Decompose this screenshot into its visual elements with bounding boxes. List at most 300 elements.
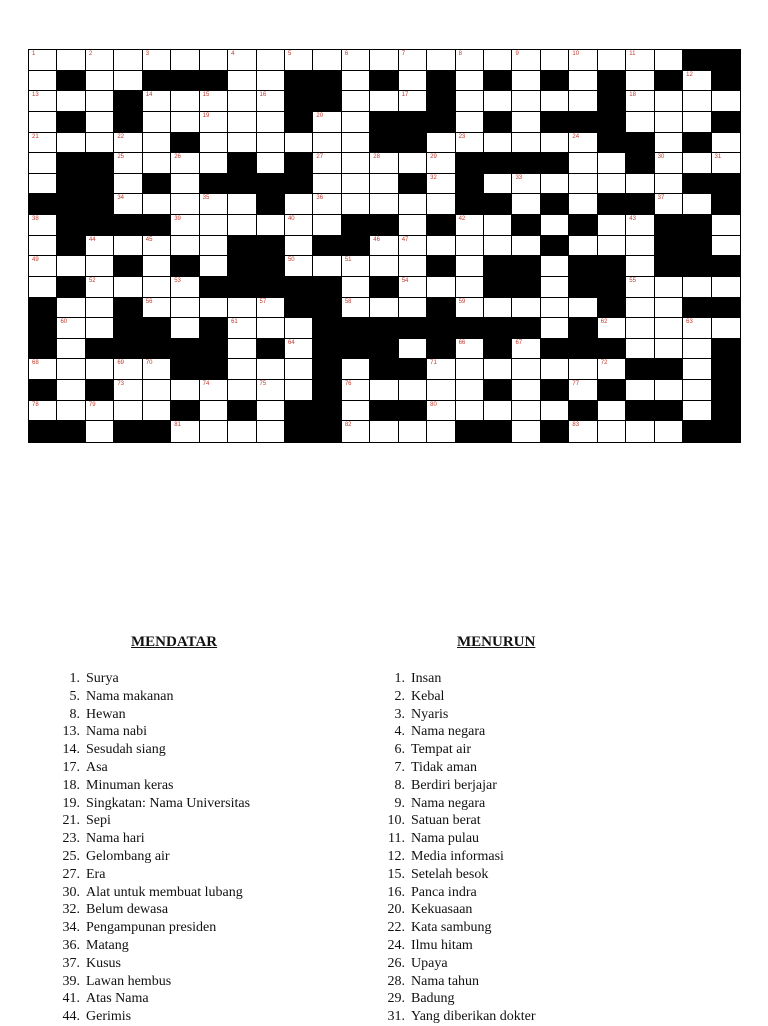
grid-cell[interactable] xyxy=(399,50,427,71)
grid-cell[interactable] xyxy=(512,71,540,92)
grid-cell[interactable] xyxy=(456,91,484,112)
grid-cell[interactable] xyxy=(512,359,540,380)
grid-cell[interactable] xyxy=(29,277,57,298)
grid-cell[interactable] xyxy=(57,91,85,112)
grid-cell[interactable] xyxy=(200,112,228,133)
grid-cell[interactable] xyxy=(57,318,85,339)
grid-cell[interactable] xyxy=(143,401,171,422)
grid-cell[interactable] xyxy=(313,194,341,215)
grid-cell[interactable] xyxy=(370,194,398,215)
grid-cell[interactable] xyxy=(171,277,199,298)
grid-cell[interactable] xyxy=(313,153,341,174)
grid-cell[interactable] xyxy=(313,133,341,154)
grid-cell[interactable] xyxy=(399,194,427,215)
grid-cell[interactable] xyxy=(114,277,142,298)
grid-cell[interactable] xyxy=(569,71,597,92)
grid-cell[interactable] xyxy=(285,256,313,277)
grid-cell[interactable] xyxy=(114,133,142,154)
grid-cell[interactable] xyxy=(57,256,85,277)
grid-cell[interactable] xyxy=(370,256,398,277)
grid-cell[interactable] xyxy=(569,359,597,380)
grid-cell[interactable] xyxy=(200,50,228,71)
grid-cell[interactable] xyxy=(370,236,398,257)
grid-cell[interactable] xyxy=(626,50,654,71)
grid-cell[interactable] xyxy=(200,236,228,257)
grid-cell[interactable] xyxy=(541,91,569,112)
grid-cell[interactable] xyxy=(342,71,370,92)
grid-cell[interactable] xyxy=(143,153,171,174)
grid-cell[interactable] xyxy=(598,153,626,174)
grid-cell[interactable] xyxy=(456,277,484,298)
grid-cell[interactable] xyxy=(200,91,228,112)
grid-cell[interactable] xyxy=(143,256,171,277)
grid-cell[interactable] xyxy=(228,318,256,339)
grid-cell[interactable] xyxy=(114,194,142,215)
grid-cell[interactable] xyxy=(541,359,569,380)
grid-cell[interactable] xyxy=(285,215,313,236)
grid-cell[interactable] xyxy=(114,236,142,257)
grid-cell[interactable] xyxy=(512,194,540,215)
grid-cell[interactable] xyxy=(342,50,370,71)
grid-cell[interactable] xyxy=(200,153,228,174)
grid-cell[interactable] xyxy=(712,91,740,112)
grid-cell[interactable] xyxy=(655,50,683,71)
grid-cell[interactable] xyxy=(171,50,199,71)
grid-cell[interactable] xyxy=(342,153,370,174)
grid-cell[interactable] xyxy=(285,318,313,339)
grid-cell[interactable] xyxy=(143,236,171,257)
grid-cell[interactable] xyxy=(541,215,569,236)
grid-cell[interactable] xyxy=(342,359,370,380)
grid-cell[interactable] xyxy=(427,174,455,195)
grid-cell[interactable] xyxy=(569,174,597,195)
grid-cell[interactable] xyxy=(86,298,114,319)
grid-cell[interactable] xyxy=(541,318,569,339)
grid-cell[interactable] xyxy=(512,401,540,422)
grid-cell[interactable] xyxy=(456,71,484,92)
grid-cell[interactable] xyxy=(86,359,114,380)
grid-cell[interactable] xyxy=(569,194,597,215)
grid-cell[interactable] xyxy=(57,50,85,71)
grid-cell[interactable] xyxy=(541,256,569,277)
grid-cell-black xyxy=(427,256,455,277)
grid-cell[interactable] xyxy=(200,421,228,442)
grid-cell[interactable] xyxy=(683,318,711,339)
grid-cell[interactable] xyxy=(626,71,654,92)
grid-cell[interactable] xyxy=(427,133,455,154)
grid-cell[interactable] xyxy=(143,50,171,71)
grid-cell[interactable] xyxy=(342,380,370,401)
grid-cell[interactable] xyxy=(370,380,398,401)
grid-cell[interactable] xyxy=(399,236,427,257)
grid-cell[interactable] xyxy=(456,339,484,360)
grid-cell[interactable] xyxy=(512,112,540,133)
grid-cell[interactable] xyxy=(456,359,484,380)
grid-cell[interactable] xyxy=(512,298,540,319)
grid-cell[interactable] xyxy=(114,71,142,92)
grid-cell[interactable] xyxy=(228,71,256,92)
grid-cell[interactable] xyxy=(143,277,171,298)
grid-cell[interactable] xyxy=(29,153,57,174)
grid-cell[interactable] xyxy=(342,194,370,215)
grid-cell[interactable] xyxy=(257,112,285,133)
grid-cell[interactable] xyxy=(512,421,540,442)
grid-cell[interactable] xyxy=(370,50,398,71)
grid-cell[interactable] xyxy=(655,339,683,360)
cell-number: 16 xyxy=(259,92,267,99)
grid-cell[interactable] xyxy=(228,112,256,133)
grid-cell[interactable] xyxy=(626,421,654,442)
grid-cell[interactable] xyxy=(342,421,370,442)
grid-cell[interactable] xyxy=(86,112,114,133)
grid-cell[interactable] xyxy=(86,236,114,257)
grid-cell[interactable] xyxy=(171,236,199,257)
grid-cell[interactable] xyxy=(655,318,683,339)
grid-cell[interactable] xyxy=(598,359,626,380)
grid-cell[interactable] xyxy=(200,194,228,215)
grid-cell[interactable] xyxy=(200,401,228,422)
grid-cell[interactable] xyxy=(228,194,256,215)
grid-cell[interactable] xyxy=(399,91,427,112)
grid-cell[interactable] xyxy=(484,298,512,319)
grid-cell[interactable] xyxy=(342,298,370,319)
grid-cell[interactable] xyxy=(399,380,427,401)
grid-cell[interactable] xyxy=(456,401,484,422)
grid-cell-black xyxy=(171,71,199,92)
grid-cell[interactable] xyxy=(512,174,540,195)
grid-cell[interactable] xyxy=(114,401,142,422)
grid-cell[interactable] xyxy=(626,318,654,339)
grid-cell[interactable] xyxy=(370,298,398,319)
grid-cell[interactable] xyxy=(29,133,57,154)
grid-cell[interactable] xyxy=(257,318,285,339)
grid-cell[interactable] xyxy=(285,133,313,154)
grid-cell[interactable] xyxy=(143,298,171,319)
grid-cell[interactable] xyxy=(370,174,398,195)
grid-cell[interactable] xyxy=(626,256,654,277)
grid-cell[interactable] xyxy=(655,421,683,442)
grid-cell[interactable] xyxy=(171,91,199,112)
grid-cell[interactable] xyxy=(313,256,341,277)
grid-cell[interactable] xyxy=(399,298,427,319)
grid-cell[interactable] xyxy=(598,174,626,195)
grid-cell[interactable] xyxy=(427,153,455,174)
grid-cell[interactable] xyxy=(626,339,654,360)
grid-cell[interactable] xyxy=(171,298,199,319)
grid-cell[interactable] xyxy=(484,215,512,236)
grid-cell[interactable] xyxy=(114,359,142,380)
grid-cell[interactable] xyxy=(598,50,626,71)
grid-cell[interactable] xyxy=(712,153,740,174)
grid-cell[interactable] xyxy=(427,236,455,257)
grid-cell[interactable] xyxy=(342,112,370,133)
grid-cell[interactable] xyxy=(683,112,711,133)
grid-cell[interactable] xyxy=(626,380,654,401)
grid-cell[interactable] xyxy=(512,380,540,401)
grid-cell[interactable] xyxy=(683,359,711,380)
grid-cell[interactable] xyxy=(29,71,57,92)
grid-cell[interactable] xyxy=(228,359,256,380)
clue-item xyxy=(365,741,665,759)
grid-cell[interactable] xyxy=(655,298,683,319)
grid-cell[interactable] xyxy=(484,174,512,195)
grid-cell[interactable] xyxy=(257,215,285,236)
grid-cell[interactable] xyxy=(484,133,512,154)
grid-cell[interactable] xyxy=(598,215,626,236)
grid-cell[interactable] xyxy=(456,215,484,236)
grid-cell[interactable] xyxy=(257,133,285,154)
grid-cell[interactable] xyxy=(456,256,484,277)
grid-cell[interactable] xyxy=(29,359,57,380)
grid-cell[interactable] xyxy=(257,359,285,380)
grid-cell[interactable] xyxy=(626,91,654,112)
grid-cell[interactable] xyxy=(370,421,398,442)
grid-cell[interactable] xyxy=(456,133,484,154)
grid-cell[interactable] xyxy=(512,91,540,112)
grid-cell[interactable] xyxy=(399,421,427,442)
grid-cell[interactable] xyxy=(541,277,569,298)
grid-cell[interactable] xyxy=(598,401,626,422)
grid-cell[interactable] xyxy=(57,401,85,422)
grid-cell[interactable] xyxy=(143,133,171,154)
grid-cell[interactable] xyxy=(257,421,285,442)
grid-cell[interactable] xyxy=(143,194,171,215)
grid-cell[interactable] xyxy=(171,112,199,133)
grid-cell[interactable] xyxy=(342,174,370,195)
grid-cell[interactable] xyxy=(370,91,398,112)
grid-cell[interactable] xyxy=(598,318,626,339)
grid-cell[interactable] xyxy=(313,50,341,71)
grid-cell[interactable] xyxy=(598,236,626,257)
grid-cell[interactable] xyxy=(57,359,85,380)
grid-cell[interactable] xyxy=(569,133,597,154)
grid-cell[interactable] xyxy=(512,50,540,71)
grid-cell[interactable] xyxy=(427,401,455,422)
grid-cell[interactable] xyxy=(29,401,57,422)
grid-cell[interactable] xyxy=(86,133,114,154)
grid-cell[interactable] xyxy=(313,215,341,236)
grid-cell[interactable] xyxy=(512,339,540,360)
grid-cell[interactable] xyxy=(200,256,228,277)
grid-cell[interactable] xyxy=(655,153,683,174)
grid-cell[interactable] xyxy=(456,50,484,71)
grid-cell[interactable] xyxy=(313,112,341,133)
grid-cell[interactable] xyxy=(683,194,711,215)
grid-cell[interactable] xyxy=(257,401,285,422)
grid-cell[interactable] xyxy=(29,112,57,133)
grid-cell[interactable] xyxy=(342,277,370,298)
grid-cell[interactable] xyxy=(427,421,455,442)
grid-cell[interactable] xyxy=(456,112,484,133)
grid-cell[interactable] xyxy=(257,91,285,112)
grid-cell[interactable] xyxy=(569,50,597,71)
grid-cell[interactable] xyxy=(228,50,256,71)
grid-cell[interactable] xyxy=(29,236,57,257)
grid-cell[interactable] xyxy=(342,91,370,112)
grid-cell[interactable] xyxy=(285,194,313,215)
grid-cell[interactable] xyxy=(569,153,597,174)
grid-cell-black xyxy=(313,236,341,257)
grid-cell[interactable] xyxy=(712,318,740,339)
grid-cell[interactable] xyxy=(86,91,114,112)
grid-cell[interactable] xyxy=(541,133,569,154)
grid-cell[interactable] xyxy=(57,339,85,360)
grid-cell[interactable] xyxy=(171,380,199,401)
grid-cell[interactable] xyxy=(484,401,512,422)
grid-cell[interactable] xyxy=(200,380,228,401)
grid-cell[interactable] xyxy=(370,153,398,174)
grid-cell[interactable] xyxy=(712,215,740,236)
grid-cell[interactable] xyxy=(114,174,142,195)
grid-cell[interactable] xyxy=(456,236,484,257)
grid-cell[interactable] xyxy=(683,71,711,92)
grid-cell[interactable] xyxy=(712,236,740,257)
grid-cell[interactable] xyxy=(285,359,313,380)
grid-cell[interactable] xyxy=(626,277,654,298)
grid-cell[interactable] xyxy=(257,153,285,174)
grid-cell[interactable] xyxy=(569,380,597,401)
grid-cell[interactable] xyxy=(171,215,199,236)
clue-number: 31. xyxy=(387,1009,405,1025)
grid-cell[interactable] xyxy=(285,50,313,71)
grid-cell[interactable] xyxy=(29,91,57,112)
grid-cell[interactable] xyxy=(512,236,540,257)
grid-cell[interactable] xyxy=(399,153,427,174)
grid-cell[interactable] xyxy=(228,339,256,360)
grid-cell[interactable] xyxy=(399,71,427,92)
grid-cell[interactable] xyxy=(683,380,711,401)
grid-cell[interactable] xyxy=(285,236,313,257)
grid-cell[interactable] xyxy=(626,236,654,257)
grid-cell[interactable] xyxy=(399,215,427,236)
grid-cell[interactable] xyxy=(86,256,114,277)
grid-cell[interactable] xyxy=(57,298,85,319)
grid-cell[interactable] xyxy=(569,236,597,257)
grid-cell[interactable] xyxy=(29,174,57,195)
grid-cell[interactable] xyxy=(228,421,256,442)
grid-cell[interactable] xyxy=(427,359,455,380)
grid-cell[interactable] xyxy=(257,298,285,319)
grid-cell[interactable] xyxy=(57,380,85,401)
grid-cell[interactable] xyxy=(171,174,199,195)
grid-cell[interactable] xyxy=(484,50,512,71)
grid-cell[interactable] xyxy=(712,277,740,298)
grid-cell[interactable] xyxy=(484,359,512,380)
grid-cell[interactable] xyxy=(29,50,57,71)
grid-cell[interactable] xyxy=(171,194,199,215)
grid-cell[interactable] xyxy=(484,91,512,112)
grid-cell[interactable] xyxy=(171,421,199,442)
grid-cell[interactable] xyxy=(626,112,654,133)
grid-cell[interactable] xyxy=(541,174,569,195)
grid-cell[interactable] xyxy=(655,277,683,298)
grid-cell[interactable] xyxy=(257,50,285,71)
grid-cell[interactable] xyxy=(86,71,114,92)
grid-cell[interactable] xyxy=(399,256,427,277)
grid-cell[interactable] xyxy=(342,256,370,277)
grid-cell[interactable] xyxy=(427,194,455,215)
grid-cell[interactable] xyxy=(200,133,228,154)
grid-cell[interactable] xyxy=(427,277,455,298)
grid-cell[interactable] xyxy=(86,318,114,339)
grid-cell[interactable] xyxy=(228,215,256,236)
grid-cell[interactable] xyxy=(427,380,455,401)
grid-cell[interactable] xyxy=(313,174,341,195)
grid-cell[interactable] xyxy=(399,339,427,360)
grid-cell[interactable] xyxy=(228,133,256,154)
grid-cell[interactable] xyxy=(143,91,171,112)
grid-cell[interactable] xyxy=(626,215,654,236)
grid-cell[interactable] xyxy=(114,380,142,401)
grid-cell[interactable] xyxy=(541,298,569,319)
grid-cell[interactable] xyxy=(655,380,683,401)
grid-cell[interactable] xyxy=(655,133,683,154)
grid-cell[interactable] xyxy=(285,380,313,401)
grid-cell[interactable] xyxy=(228,298,256,319)
grid-cell[interactable] xyxy=(683,91,711,112)
grid-cell[interactable] xyxy=(86,50,114,71)
grid-cell[interactable] xyxy=(342,401,370,422)
grid-cell[interactable] xyxy=(683,339,711,360)
grid-cell[interactable] xyxy=(114,50,142,71)
grid-cell[interactable] xyxy=(541,401,569,422)
grid-cell[interactable] xyxy=(171,153,199,174)
grid-cell[interactable] xyxy=(427,50,455,71)
grid-cell[interactable] xyxy=(683,401,711,422)
grid-cell[interactable] xyxy=(655,91,683,112)
grid-cell[interactable] xyxy=(57,133,85,154)
grid-cell[interactable] xyxy=(342,133,370,154)
grid-cell[interactable] xyxy=(399,277,427,298)
grid-cell[interactable] xyxy=(228,380,256,401)
grid-cell[interactable] xyxy=(114,153,142,174)
grid-cell[interactable] xyxy=(683,153,711,174)
grid-cell[interactable] xyxy=(29,256,57,277)
grid-cell[interactable] xyxy=(200,215,228,236)
grid-cell[interactable] xyxy=(143,359,171,380)
grid-cell[interactable] xyxy=(569,421,597,442)
grid-cell[interactable] xyxy=(626,174,654,195)
grid-cell[interactable] xyxy=(598,421,626,442)
grid-cell[interactable] xyxy=(712,133,740,154)
grid-cell[interactable] xyxy=(143,380,171,401)
grid-cell[interactable] xyxy=(29,215,57,236)
grid-cell[interactable] xyxy=(456,298,484,319)
grid-cell[interactable] xyxy=(257,71,285,92)
grid-cell[interactable] xyxy=(569,91,597,112)
grid-cell[interactable] xyxy=(257,380,285,401)
grid-cell[interactable] xyxy=(86,421,114,442)
grid-cell[interactable] xyxy=(228,91,256,112)
grid-cell[interactable] xyxy=(143,112,171,133)
grid-cell[interactable] xyxy=(683,277,711,298)
grid-cell[interactable] xyxy=(86,277,114,298)
grid-cell[interactable] xyxy=(626,298,654,319)
grid-cell[interactable] xyxy=(200,298,228,319)
grid-cell[interactable] xyxy=(484,236,512,257)
grid-cell[interactable] xyxy=(655,174,683,195)
grid-cell[interactable] xyxy=(512,133,540,154)
grid-cell[interactable] xyxy=(171,318,199,339)
grid-cell[interactable] xyxy=(569,298,597,319)
grid-cell[interactable] xyxy=(655,112,683,133)
grid-cell[interactable] xyxy=(655,194,683,215)
grid-cell[interactable] xyxy=(86,401,114,422)
cell-number: 7 xyxy=(401,51,406,57)
grid-cell[interactable] xyxy=(456,380,484,401)
grid-cell[interactable] xyxy=(541,50,569,71)
grid-cell[interactable] xyxy=(285,339,313,360)
